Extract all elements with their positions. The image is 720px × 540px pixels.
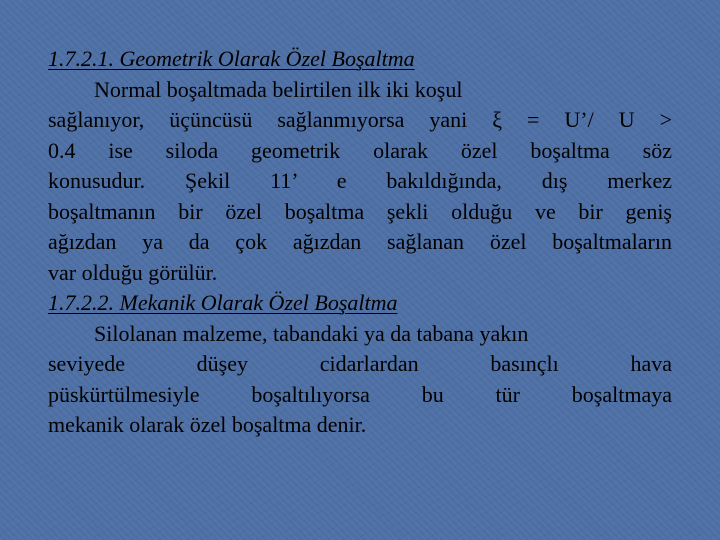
text-line: Silolanan malzeme, tabandaki ya da tabana yakın — [94, 320, 529, 346]
text-line: seviyede düşey cidarlardan basınçlı hava — [48, 351, 672, 376]
section-heading-geometric: 1.7.2.1. Geometrik Olarak Özel Boşaltma — [48, 46, 415, 71]
paragraph-mechanical — [48, 319, 672, 441]
text-line: konusudur. Şekil 11’ e bakıldığında, dış merkez — [48, 168, 672, 193]
slide-body — [48, 44, 672, 441]
text-line: püskürtülmesiyle boşaltılıyorsa bu tür boşaltmaya — [48, 381, 672, 407]
section-heading-mechanical: 1.7.2.2. Mekanik Olarak Özel Boşaltma — [48, 290, 398, 315]
text-line: sağlanıyor, üçüncüsü sağlanmıyorsa yani ξ = U’/ U > — [48, 107, 672, 132]
text-line: ağızdan ya da çok ağızdan sağlanan özel boşaltmaların — [48, 229, 672, 254]
paragraph-geometric — [48, 75, 672, 289]
text-line: mekanik olarak özel boşaltma denir. — [48, 412, 367, 437]
text-line: var olduğu görülür. — [48, 259, 218, 285]
text-line: boşaltmanın bir özel boşaltma şekli olduğu ve bir geniş — [48, 198, 672, 224]
text-line: 0.4 ise siloda geometrik olarak özel boşaltma söz — [48, 137, 672, 163]
text-line: Normal boşaltmada belirtilen ilk iki koşul — [94, 76, 463, 102]
